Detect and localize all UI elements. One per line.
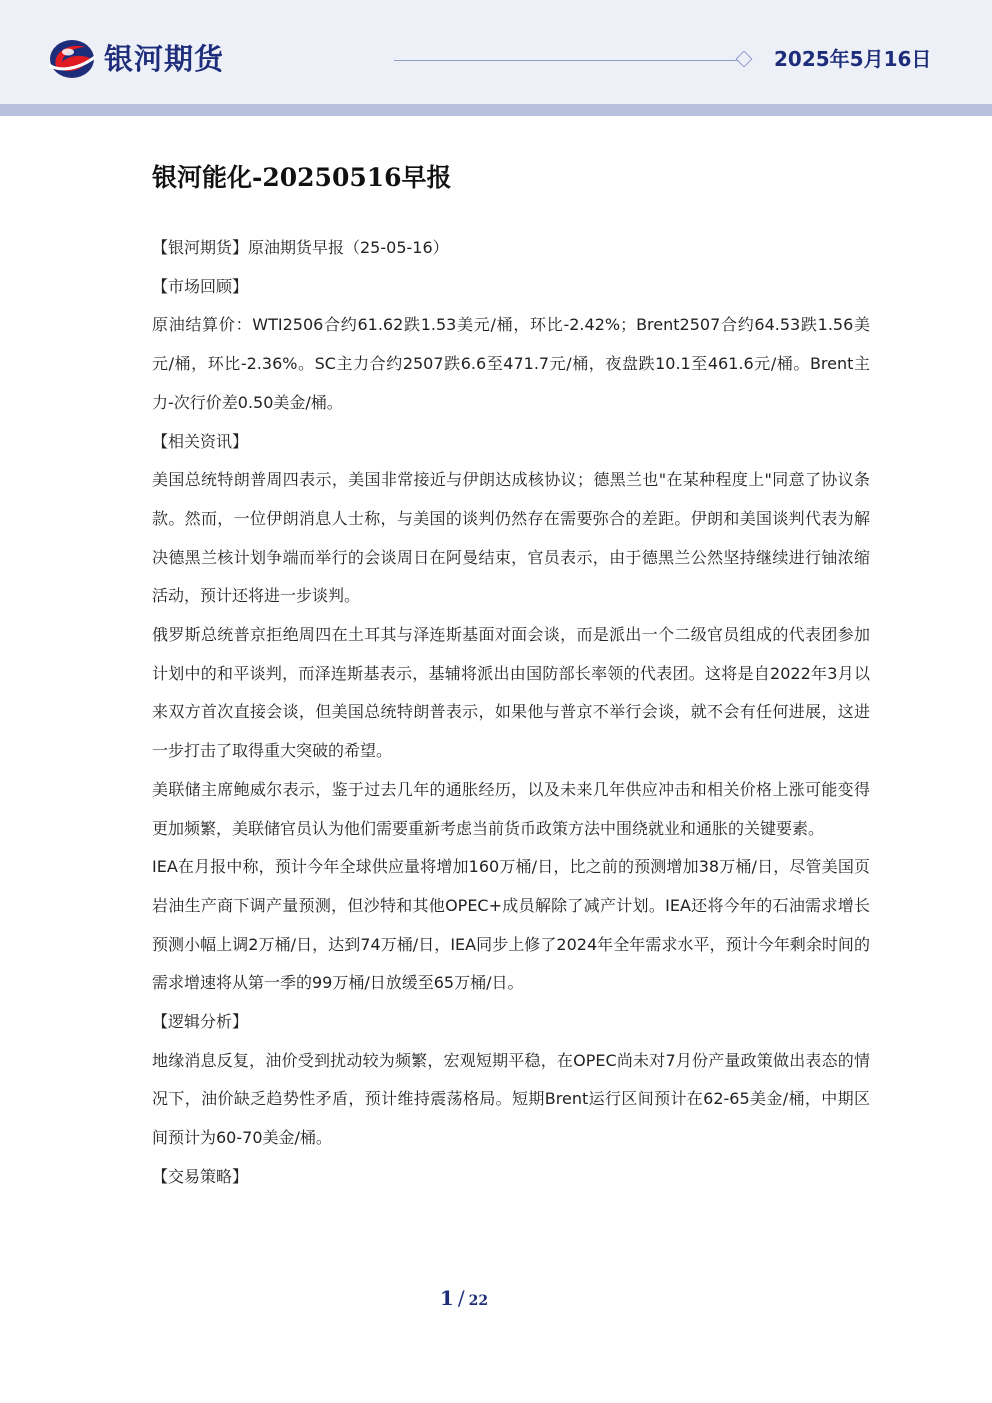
body-paragraph: 地缘消息反复，油价受到扰动较为频繁，宏观短期平稳，在OPEC尚未对7月份产量政策做出表态的情况下，油价缺乏趋势性矛盾，预计维持震荡格局。短期Brent运行区间预计在62-65美金/桶，中期区间预计为60-70美金/桶。	[152, 1050, 870, 1148]
body-paragraph: 美国总统特朗普周四表示，美国非常接近与伊朗达成核协议；德黑兰也"在某种程度上"同意了协议条款。然而，一位伊朗消息人士称，与美国的谈判仍然存在需要弥合的差距。伊朗和美国谈判代表为解决德黑兰核计划争端而举行的会谈周日在阿曼结束，官员表示，由于德黑兰公然坚持继续进行铀浓缩活动，预计还将进一步谈判。	[152, 470, 870, 606]
section-heading: 【相关资讯】	[152, 431, 249, 451]
diamond-icon	[736, 51, 753, 68]
page-number	[0, 1286, 928, 1310]
report-date: 2025年5月16日	[774, 47, 932, 71]
page-current: 1	[439, 1286, 454, 1310]
section-heading: 【银河期货】原油期货早报（25-05-16）	[152, 238, 449, 257]
brand-name: 银河期货	[104, 42, 225, 76]
page-header	[0, 0, 992, 104]
header-rule	[0, 104, 992, 116]
body-paragraph: 美联储主席鲍威尔表示，鉴于过去几年的通胀经历，以及未来几年供应冲击和相关价格上涨可能变得更加频繁，美联储官员认为他们需要重新考虑当前货币政策方法中围绕就业和通胀的关键要素。	[152, 779, 870, 838]
document-title: 银河能化-20250516早报	[152, 163, 452, 192]
body-paragraph: IEA在月报中称，预计今年全球供应量将增加160万桶/日，比之前的预测增加38万桶/日，尽管美国页岩油生产商下调产量预测，但沙特和其他OPEC+成员解除了减产计划。IEA还将今年的石油需求增长预测小幅上调2万桶/日，达到74万桶/日，IEA同步上修了2024年全年需求水平，预计今年剩余时间的需求增速将从第一季的99万桶/日放缓至65万桶/日。	[152, 857, 870, 993]
document-body	[152, 229, 870, 1197]
section-heading: 【逻辑分析】	[152, 1012, 249, 1032]
section-heading: 【交易策略】	[152, 1166, 249, 1186]
galaxy-logo-icon	[46, 38, 98, 80]
section-heading: 【市场回顾】	[152, 276, 249, 296]
page-total: 22	[468, 1293, 489, 1309]
page-separator: /	[457, 1286, 465, 1310]
body-paragraph: 原油结算价：WTI2506合约61.62跌1.53美元/桶，环比-2.42%；Brent2507合约64.53跌1.56美元/桶，环比-2.36%。SC主力合约2507跌6.6至471.7元/桶，夜盘跌10.1至461.6元/桶。Brent主力-次行价差0.50美金/桶。	[152, 315, 870, 412]
body-paragraph: 俄罗斯总统普京拒绝周四在土耳其与泽连斯基面对面会谈，而是派出一个二级官员组成的代表团参加计划中的和平谈判，而泽连斯基表示，基辅将派出由国防部长率领的代表团。这将是自2022年3月以来双方首次直接会谈，但美国总统特朗普表示，如果他与普京不举行会谈，就不会有任何进展，这进一步打击了取得重大突破的希望。	[152, 625, 870, 761]
header-divider-line	[394, 60, 738, 61]
